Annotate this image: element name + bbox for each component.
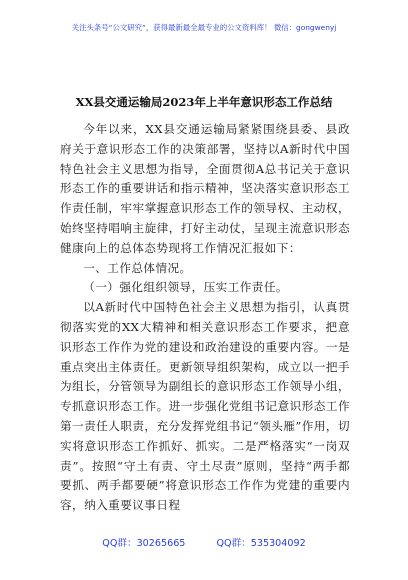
- qq-group-1: QQ群：30265665: [102, 538, 186, 549]
- document-title: XX县交通运输局2023年上半年意识形态工作总结: [75, 95, 333, 109]
- footer-contact: [0, 535, 408, 549]
- subsection-heading: （一）强化组织领导，压实工作责任。: [83, 280, 288, 295]
- document-body: [60, 120, 350, 516]
- body-paragraph: 以A新时代中国特色社会主义思想为指引，认真贯彻落实党的XX大精神和相关意识形态工作要求，把意识形态工作作为党的建设和政治建设的重要内容。一是重点突出主体责任。更新领导组织架构，成立以一把手为组长，分管领导为副组长的意识形态工作领导小组，专抓意识形态工作。进一步强化党组书记意识形态工作第一责任人职责，充分发挥党组书记“领头雁”作用，切实将意识形态工作抓好、抓实。二是严格落实“一岗双责”。按照“守土有责、守土尽责”原则，坚持“两手都要抓、两手都要硬”将意识形态工作作为党建的重要内容，纳入重要议事日程: [60, 300, 350, 513]
- section-heading: 一、工作总体情况。: [83, 260, 192, 275]
- intro-paragraph: 今年以来，XX县交通运输局紧紧围绕县委、县政府关于意识形态工作的决策部署，坚持以A新时代中国特色社会主义思想为指导，全面贯彻A总书记关于意识形态工作的重要讲话和指示精神，坚决落实意识形态工作责任制，牢牢掌握意识形态工作的领导权、主动权，始终坚持唱响主旋律，打好主动仗，呈现主流意识形态健康向上的总体态势现将工作情况汇报如下：: [60, 122, 350, 255]
- header-banner: 关注头条号“公文研究”，获得最新最全最专业的公文资料库！ 微信：gongwenyj: [71, 23, 337, 32]
- qq-group-2: QQ群：535304092: [216, 538, 306, 549]
